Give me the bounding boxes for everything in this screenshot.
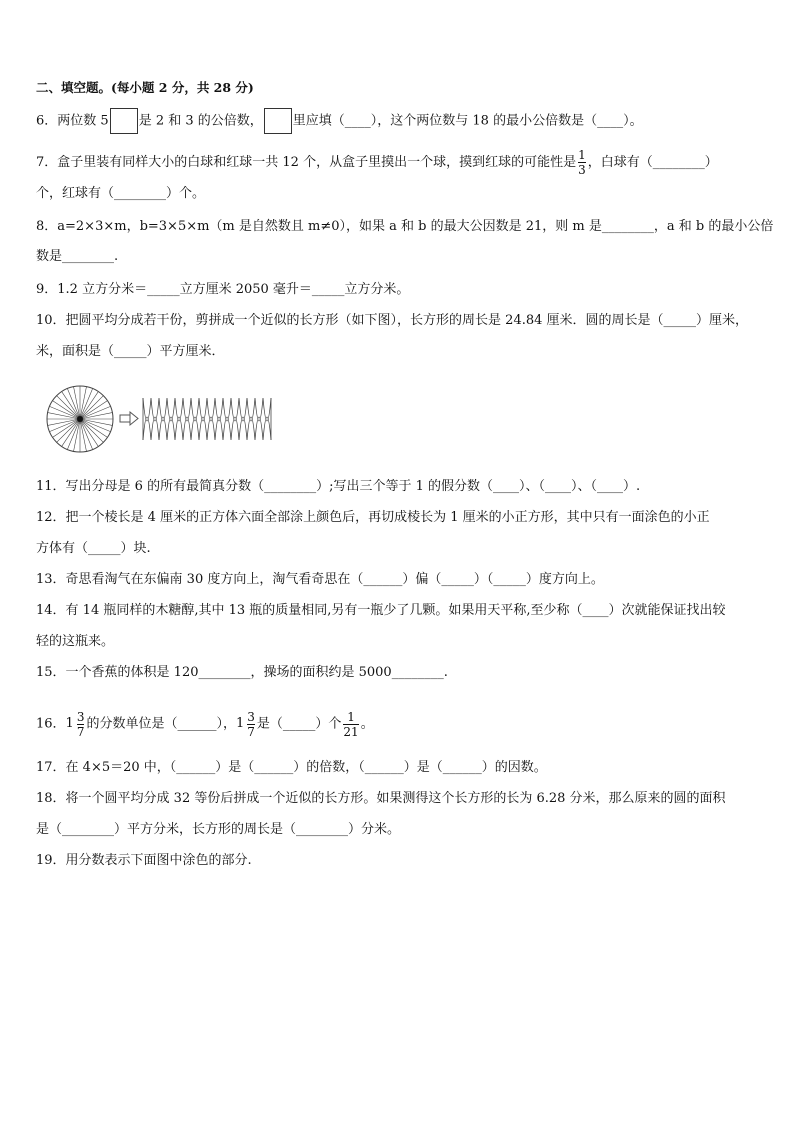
q6-text-a: 6．两位数 5: [36, 113, 109, 129]
q16-text-c: 是（_____）个: [256, 716, 342, 732]
q16-text-b: 的分数单位是（______），: [86, 716, 236, 732]
approx-rectangle: [143, 398, 271, 440]
q7-fraction: [578, 148, 586, 177]
q16-whole-1: 1: [65, 716, 74, 731]
q16-fraction-3: [343, 710, 358, 739]
question-17: 17．在 4×5＝20 中，（______）是（______）的倍数，（______）是（______）的因数。: [36, 760, 547, 775]
question-19: 19．用分数表示下面图中涂色的部分.: [36, 853, 252, 868]
q7-text-b: ，白球有（________）: [587, 155, 718, 170]
q16-whole-2: 1: [235, 716, 245, 731]
question-16: [36, 706, 758, 743]
q16-den-2: 7: [247, 724, 255, 739]
question-12-line2: 方体有（_____）块.: [36, 541, 151, 556]
q16-den-3: 21: [343, 724, 359, 739]
q6-blank-box-2[interactable]: [264, 108, 292, 134]
q16-num-1: 3: [76, 709, 85, 724]
question-18: 18．将一个圆平均分成 32 等份后拼成一个近似的长方形。如果测得这个长方形的长为 6.28 分米，那么原来的圆的面积: [36, 791, 726, 806]
q6-text-c: 里应填（____），这个两位数与 18 的最小公倍数是（____）。: [292, 113, 643, 129]
q16-num-2: 3: [247, 709, 255, 724]
question-10: 10．把圆平均分成若干份，剪拼成一个近似的长方形（如下图），长方形的周长是 24.84 厘米．圆的周长是（_____）厘米，: [36, 313, 749, 328]
question-14: 14．有 14 瓶同样的木糖醇,其中 13 瓶的质量相同,另有一瓶少了几颗。如果用天平称,至少称（____）次就能保证找出较: [36, 603, 726, 618]
arrow-icon: [120, 412, 138, 425]
question-7-line2: 个，红球有（________）个。: [36, 186, 206, 201]
question-11: 11．写出分母是 6 的所有最简真分数（________）;写出三个等于 1 的假分数（____）、（____）、（____）.: [36, 479, 641, 494]
circle-to-rectangle-figure: [44, 383, 314, 455]
question-15: 15．一个香蕉的体积是 120________，操场的面积约是 5000________.: [36, 665, 448, 680]
question-8: 8．a=2×3×m，b=3×5×m（m 是自然数且 m≠0），如果 a 和 b 的最大公因数是 21，则 m 是________，a 和 b 的最小公倍: [36, 219, 774, 234]
q16-mixed-number-1: [66, 706, 87, 742]
q7-text-a: 7．盒子里装有同样大小的白球和红球一共 12 个，从盒子里摸出一个球，摸到红球的可能性是: [36, 155, 577, 170]
question-10-line2: 米，面积是（_____）平方厘米．: [36, 344, 225, 359]
sectored-circle: [47, 386, 113, 452]
q16-text-d: 。: [360, 716, 374, 732]
q6-blank-box-1[interactable]: [110, 108, 138, 134]
question-6: [36, 108, 758, 134]
q7-frac-num: 1: [578, 148, 586, 162]
q7-frac-den: 3: [578, 163, 586, 177]
question-18-line2: 是（________）平方分米，长方形的周长是（________）分米。: [36, 822, 401, 837]
question-14-line2: 轻的这瓶来。: [36, 634, 115, 649]
q16-num-3: 1: [347, 709, 355, 724]
section-title: 二、填空题。(每小题 2 分，共 28 分): [36, 80, 254, 95]
q16-mixed-number-2: [236, 706, 257, 742]
question-13: 13．奇思看淘气在东偏南 30 度方向上，淘气看奇思在（______）偏（_____）（_____）度方向上。: [36, 572, 604, 587]
question-12: 12．把一个棱长是 4 厘米的正方体六面全部涂上颜色后，再切成棱长为 1 厘米的小正方形，其中只有一面涂色的小正: [36, 510, 710, 525]
question-9: 9．1.2 立方分米＝_____立方厘米 2050 毫升＝_____立方分米。: [36, 282, 410, 297]
q16-text-a: 16．: [36, 716, 66, 732]
question-7: [36, 148, 758, 177]
q16-den-1: 7: [76, 724, 85, 739]
q6-text-b: 是 2 和 3 的公倍数，: [138, 113, 263, 129]
question-8-line2: 数是________.: [36, 249, 119, 264]
